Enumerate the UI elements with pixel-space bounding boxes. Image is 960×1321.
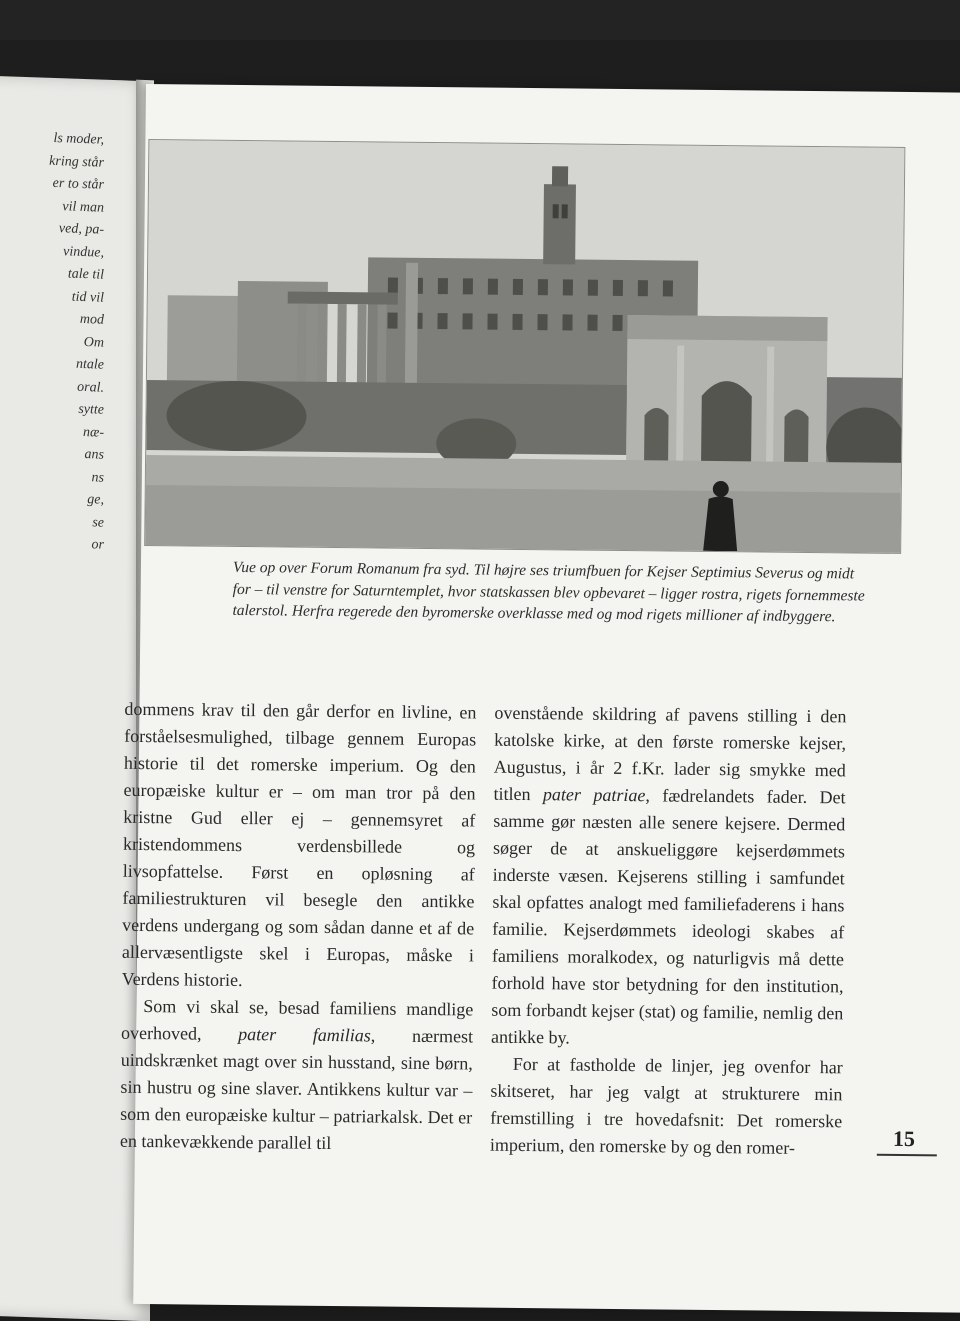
left-page-line: sytte	[78, 401, 104, 418]
left-page-line: tid vil	[71, 289, 104, 306]
left-page-line: ns	[91, 469, 104, 486]
text-run: , nærmest uindskrænket magt over sin husstand, sine børn, sin hustru og sine slaver. Antikkens kultur var – som den europæiske kultur – patriarkalsk. Det er en tankevækkende parallel til	[119, 1025, 474, 1153]
paragraph: For at fastholde de linjer, jeg ovenfor har skitseret, har jeg valgt at strukturere min fremstilling i tre hovedafsnit: Det romerske imperium, den romerske by og den romer-	[489, 1053, 843, 1158]
forum-romanum-photo	[144, 139, 905, 554]
forum-romanum-illustration	[145, 140, 904, 553]
paragraph	[491, 700, 847, 1055]
left-page-line: se	[92, 514, 104, 531]
paragraph: dommens krav til den går derfor en livline, en forståelsesmulighed, tilbage gennem Europas historie til det romerske imperium. Og den europæiske kultur er – om man tror på den kristne Gud eller ej – gennemsyret af kristendommens verdensbillede og livsopfattelse. Først en opløsning af familiestrukturen vil besegle den antikke verdens undergang og som sådan danne et af de allervæsentligste skel i Europas, måske i Verdens historie.	[121, 698, 477, 991]
table-plank	[0, 0, 960, 42]
left-page-line: næ-	[83, 424, 104, 441]
text-run: Som vi skal se, besad familiens mandlige overhoved,	[120, 996, 474, 1045]
page-number: 15	[892, 1125, 916, 1152]
left-page-line: ge,	[87, 492, 104, 508]
text-run: ovenstående skildring af pavens stilling i den katolske kirke, at den første romerske kejser, Augustus, i år 2 f.Kr. lader sig smykke med titlen	[493, 702, 847, 805]
left-page-line: mod	[79, 311, 104, 328]
right-page	[119, 84, 960, 1313]
left-page-line: vindue,	[63, 243, 104, 261]
latin-term: pater patriae	[542, 784, 646, 806]
page-number-rule	[877, 1154, 937, 1157]
left-page-line: ved, pa-	[58, 221, 104, 238]
text-column-right	[490, 700, 847, 1163]
left-page-line: tale til	[67, 266, 104, 283]
paragraph	[120, 993, 474, 1159]
left-page-text	[0, 126, 110, 557]
photo-caption: Vue op over Forum Romanum fra syd. Til højre ses triumfbuen for Kejser Septimius Severus og midt for – til venstre for Saturntemplet, hvor statskassen blev opbevaret – ligger rostra, rigets fornemmeste talerstol. Herfra regerede den byromerske overklasse med og mod rigets millioner af indbyggere.	[232, 558, 865, 626]
left-page-line: oral.	[77, 379, 104, 396]
latin-term: pater familias	[238, 1024, 371, 1046]
left-page-line: er to står	[52, 175, 104, 193]
left-page-line: kring står	[49, 153, 104, 171]
left-page-line: ls moder,	[53, 130, 104, 148]
left-page-line: or	[91, 537, 104, 553]
text-run: , fædrelandets fader. Det samme gør næsten alle senere kejsere. Dermed søger de at anskueliggøre kejserdømmets inderste væsen. Kejserens stilling i samfundet skal opfattes analogt med familiefaderens i hans familie. Kejserdømmets ideologi skabes af familiens moralkodex, og naturligvis må dette forhold have stor betydning for den institution, som forbandt kejser (stat) og familie, nemlig den antikke by.	[490, 785, 846, 1048]
left-page-line: ntale	[76, 356, 104, 373]
left-page-line: vil man	[62, 198, 104, 216]
text-column-left	[120, 696, 477, 1159]
left-page-line: Om	[83, 334, 104, 351]
left-page-line: ans	[84, 447, 104, 463]
